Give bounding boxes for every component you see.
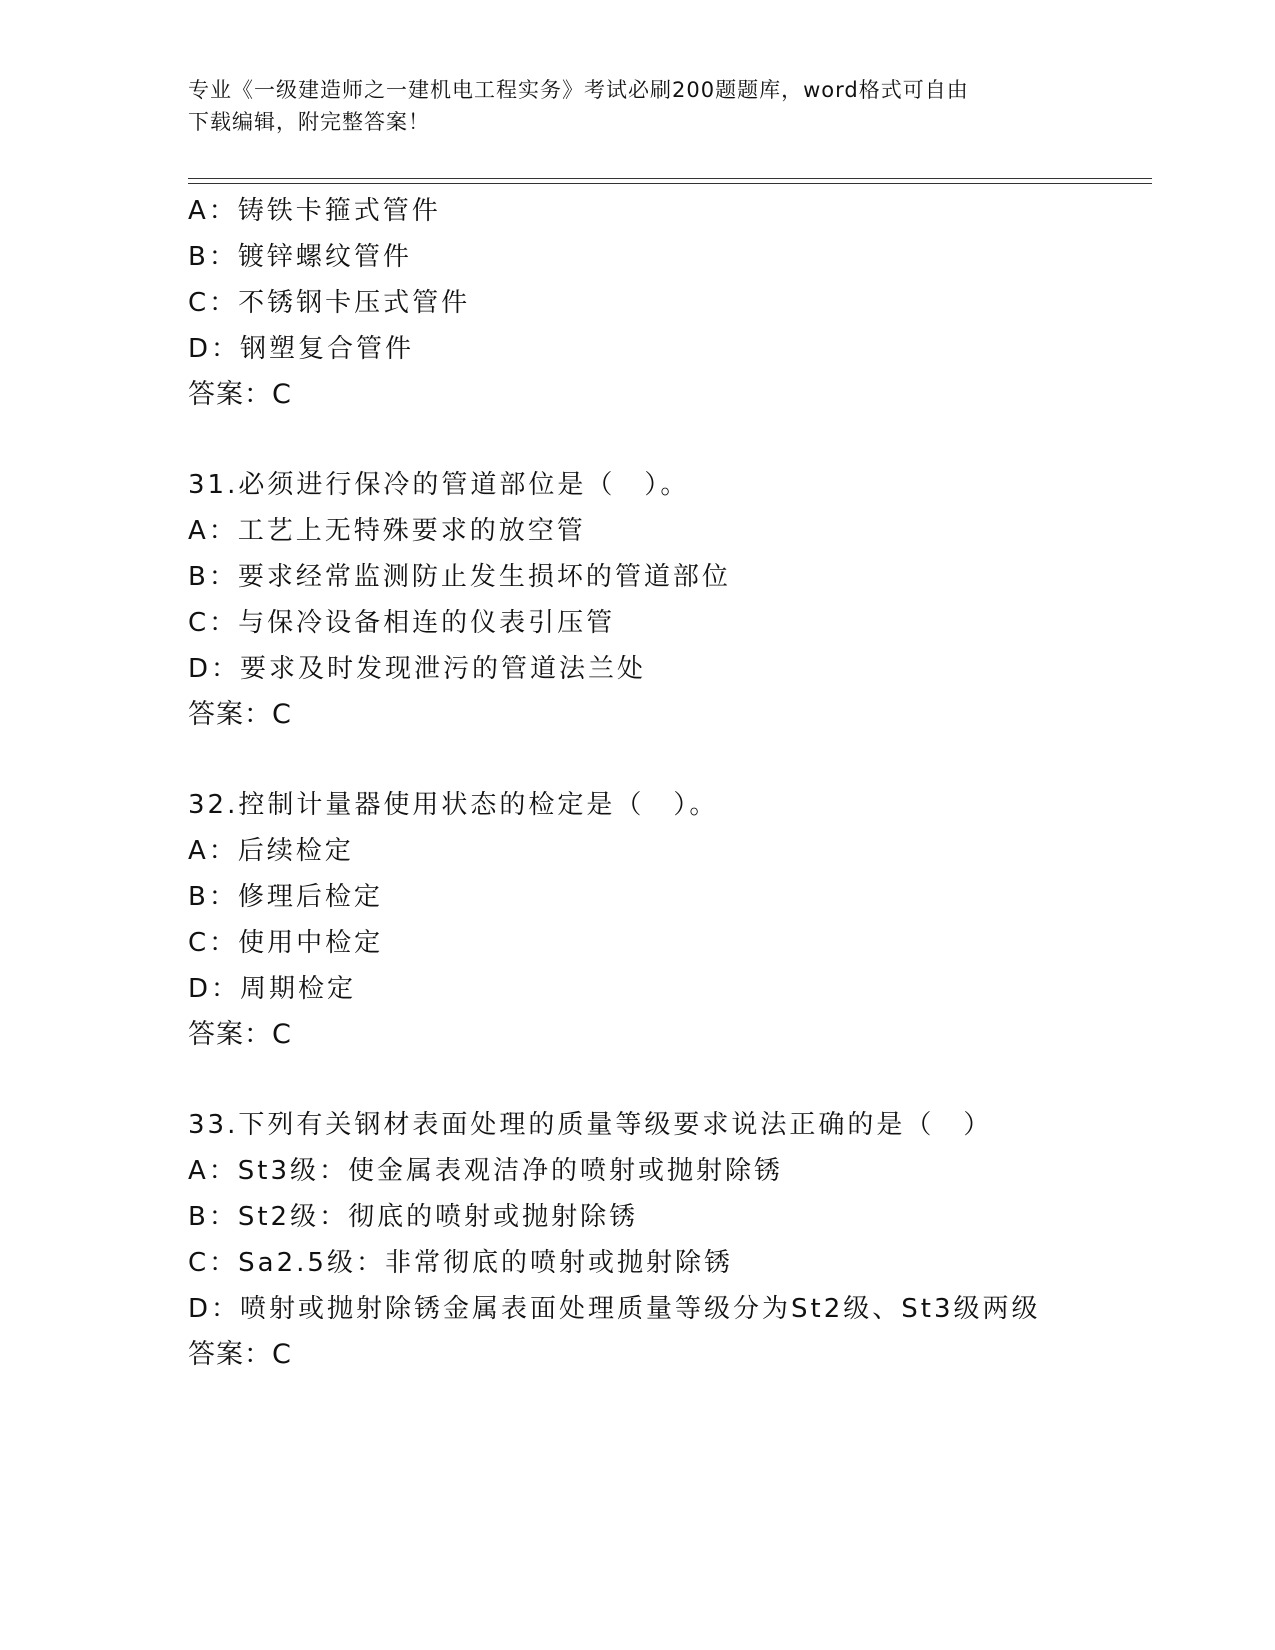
option-c: C：不锈钢卡压式管件 <box>188 288 471 318</box>
option-b: B：要求经常监测防止发生损坏的管道部位 <box>188 562 731 592</box>
option-a: A：工艺上无特殊要求的放空管 <box>188 516 586 546</box>
header-rule-bottom <box>188 183 1152 184</box>
answer: 答案：C <box>188 1019 292 1050</box>
option-d: D：要求及时发现泄污的管道法兰处 <box>188 654 647 684</box>
option-d: D：钢塑复合管件 <box>188 334 415 364</box>
option-d: D：周期检定 <box>188 974 357 1004</box>
option-a: A：后续检定 <box>188 836 354 866</box>
document-header <box>188 74 1088 138</box>
option-c: C：与保冷设备相连的仪表引压管 <box>188 608 616 638</box>
question-text: 33.下列有关钢材表面处理的质量等级要求说法正确的是（ ） <box>188 1110 993 1140</box>
option-b: B：镀锌螺纹管件 <box>188 242 412 272</box>
question-list <box>188 188 1148 1378</box>
option-a: A：St3级：使金属表观洁净的喷射或抛射除锈 <box>188 1156 784 1186</box>
option-b: B：修理后检定 <box>188 882 383 912</box>
answer: 答案：C <box>188 1339 292 1370</box>
option-c: C：Sa2.5级：非常彻底的喷射或抛射除锈 <box>188 1248 733 1278</box>
header-rule-top <box>188 178 1152 179</box>
option-a: A：铸铁卡箍式管件 <box>188 196 441 226</box>
header-line-1: 专业《一级建造师之一建机电工程实务》考试必刷200题题库，word格式可自由 <box>188 78 969 102</box>
answer: 答案：C <box>188 699 292 730</box>
option-c: C：使用中检定 <box>188 928 384 958</box>
question-block-30-continued <box>188 188 1148 418</box>
answer: 答案：C <box>188 379 292 410</box>
question-text: 32.控制计量器使用状态的检定是（ ）。 <box>188 790 719 820</box>
header-line-2: 下载编辑，附完整答案！ <box>188 110 430 134</box>
question-block-31 <box>188 462 1148 738</box>
option-d: D：喷射或抛射除锈金属表面处理质量等级分为St2级、St3级两级 <box>188 1294 1041 1324</box>
question-text: 31.必须进行保冷的管道部位是（ ）。 <box>188 470 690 500</box>
question-block-33 <box>188 1102 1148 1378</box>
question-block-32 <box>188 782 1148 1058</box>
option-b: B：St2级：彻底的喷射或抛射除锈 <box>188 1202 639 1232</box>
